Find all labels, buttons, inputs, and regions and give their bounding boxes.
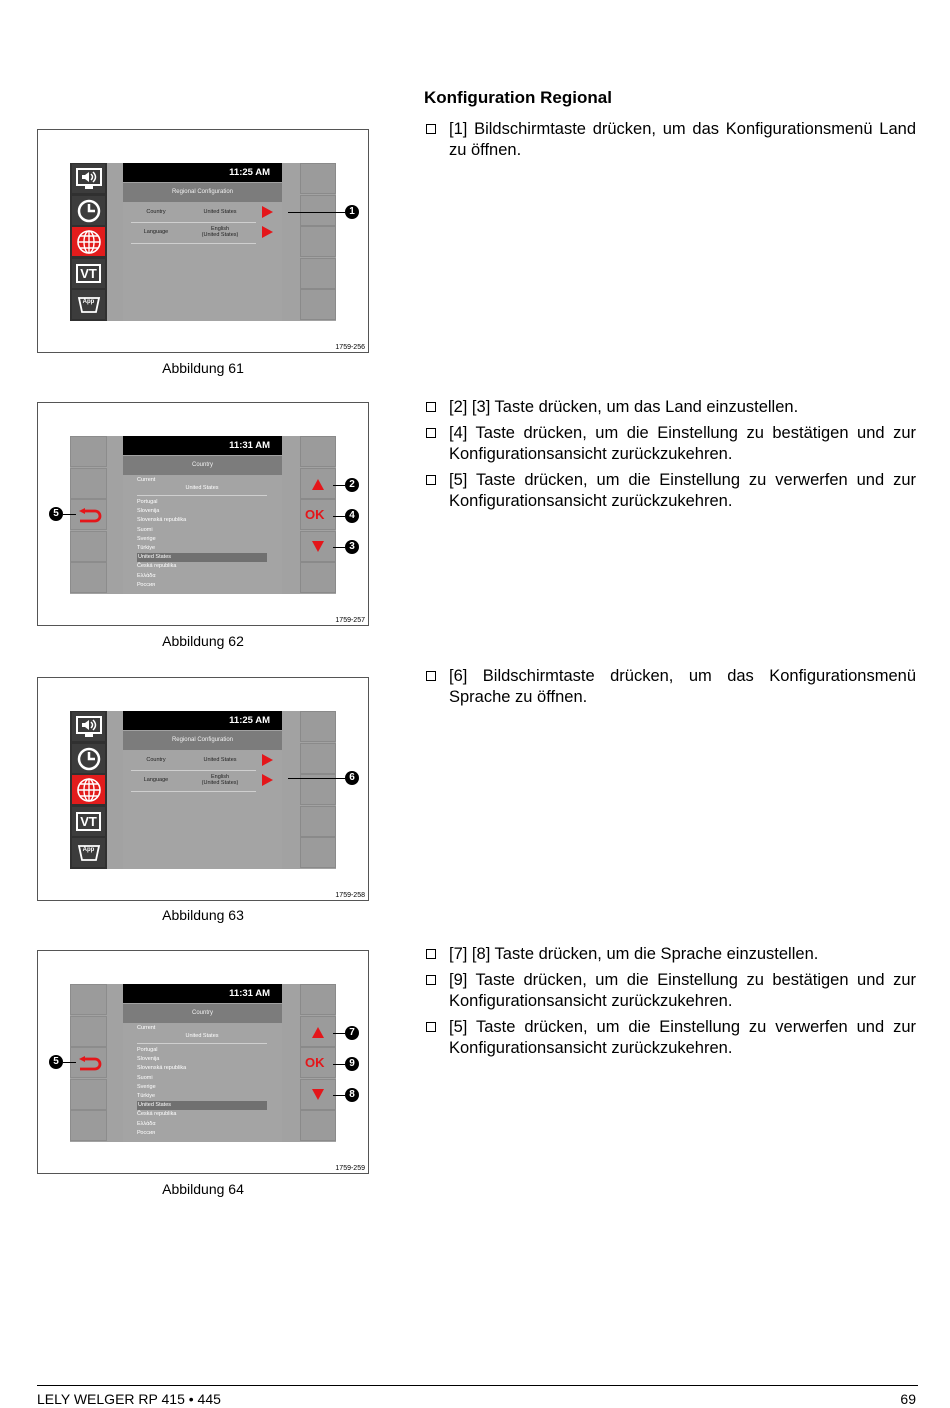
steps-block-4 — [424, 944, 916, 1064]
terminal-right-softkey[interactable] — [300, 226, 336, 257]
terminal-icon-column — [70, 711, 107, 869]
speaker-icon[interactable] — [72, 164, 105, 193]
language-select-arrow-button[interactable] — [262, 226, 273, 238]
checkbox-bullet-icon — [426, 1022, 436, 1032]
terminal-screen — [70, 711, 336, 869]
screen-title: Country — [123, 1004, 282, 1023]
back-arrow-icon[interactable] — [76, 1056, 102, 1077]
country-list-item[interactable]: Sverige — [137, 535, 156, 542]
terminal-right-softkey[interactable] — [300, 743, 336, 774]
step-text: [5] Taste drücken, um die Einstellung zu verwerfen und zur Konfigurationsansicht zurückzukehren. — [449, 1018, 916, 1057]
terminal-screen — [70, 436, 336, 594]
list-divider — [137, 1043, 267, 1044]
country-list-item[interactable]: Česká republika — [137, 563, 177, 570]
clock-icon[interactable] — [72, 196, 105, 225]
app-icon[interactable] — [72, 290, 105, 319]
screen-title: Regional Configuration — [123, 731, 282, 750]
country-list-item[interactable]: United States — [137, 1101, 267, 1110]
country-label: Country — [146, 757, 166, 763]
country-list-item[interactable]: Россия — [137, 1129, 156, 1136]
language-value-line2: (United States) — [201, 780, 239, 786]
checkbox-bullet-icon — [426, 402, 436, 412]
clock-time: 11:25 AM — [123, 163, 282, 182]
current-label: Current — [137, 1025, 156, 1031]
callout-leader-line — [333, 485, 345, 486]
list-divider — [137, 495, 267, 496]
terminal-left-softkey[interactable] — [70, 531, 107, 562]
callout-7: 7 — [345, 1026, 359, 1040]
figure-1 — [37, 129, 369, 353]
callout-leader-line — [333, 1095, 345, 1096]
language-value-line2: (United States) — [201, 232, 239, 238]
callout-1: 1 — [345, 205, 359, 219]
clock-time: 11:31 AM — [123, 436, 282, 455]
step-text: [5] Taste drücken, um die Einstellung zu verwerfen und zur Konfigurationsansicht zurückzukehren. — [449, 471, 916, 510]
language-label: Language — [143, 777, 169, 783]
terminal-left-softkey[interactable] — [70, 1016, 107, 1047]
country-list-item[interactable]: Slovenská republika — [137, 517, 187, 524]
callout-8: 8 — [345, 1088, 359, 1102]
step-text: [7] [8] Taste drücken, um die Sprache einzustellen. — [449, 945, 819, 963]
terminal-left-softkey[interactable] — [70, 1110, 107, 1141]
row-divider — [131, 791, 256, 792]
step-text: [4] Taste drücken, um die Einstellung zu bestätigen und zur Konfigurationsansicht zurückzukehren. — [449, 424, 916, 463]
row-divider — [131, 222, 256, 223]
country-list-item[interactable]: Ελλάδα — [137, 1120, 156, 1127]
terminal-left-softkey[interactable] — [70, 984, 107, 1015]
callout-leader-line — [333, 516, 345, 517]
figure-3 — [37, 677, 369, 901]
callout-leader-line — [288, 778, 345, 779]
step-text: [6] Bildschirmtaste drücken, um das Konfigurationsmenü Sprache zu öffnen. — [449, 667, 916, 706]
callout-leader-line — [333, 1033, 345, 1034]
callout-leader-line — [63, 514, 76, 515]
section-title: Konfiguration Regional — [424, 88, 612, 107]
country-list-item[interactable]: Slovenija — [137, 1056, 160, 1063]
language-value-line1: English — [210, 226, 230, 232]
row-divider — [131, 770, 256, 771]
ok-button[interactable]: OK — [305, 1055, 325, 1070]
speaker-icon[interactable] — [72, 712, 105, 741]
terminal-right-softkey[interactable] — [300, 1110, 336, 1141]
screen-content — [123, 1023, 282, 1142]
country-list-item[interactable]: Česká republika — [137, 1111, 177, 1118]
callout-leader-line — [333, 547, 345, 548]
terminal-right-softkey[interactable] — [300, 289, 336, 320]
callout-6: 6 — [345, 771, 359, 785]
globe-icon[interactable] — [72, 775, 105, 804]
footer-rule — [37, 1385, 918, 1386]
terminal-right-softkey[interactable] — [300, 258, 336, 289]
figure-code: 1759-259 — [335, 1165, 365, 1172]
step-item — [424, 666, 916, 708]
country-list-item[interactable]: Portugal — [137, 499, 158, 505]
callout-3: 3 — [345, 540, 359, 554]
app-icon[interactable] — [72, 838, 105, 867]
terminal-icon-column — [70, 163, 107, 321]
back-arrow-icon[interactable] — [76, 508, 102, 529]
checkbox-bullet-icon — [426, 975, 436, 985]
country-list-item[interactable]: United States — [137, 553, 267, 562]
terminal-left-softkey[interactable] — [70, 1079, 107, 1110]
screen-title: Regional Configuration — [123, 183, 282, 202]
country-list-item[interactable]: Türkiye — [137, 545, 156, 551]
current-value: United States — [185, 1033, 219, 1039]
page-number: 69 — [900, 1391, 916, 1407]
globe-icon[interactable] — [72, 227, 105, 256]
country-value: United States — [203, 757, 237, 763]
callout-leader-line — [333, 1064, 345, 1065]
app-icon-label: App — [82, 299, 95, 305]
step-text: [2] [3] Taste drücken, um das Land einzustellen. — [449, 398, 799, 416]
step-item — [424, 397, 916, 418]
figure-caption: Abbildung 62 — [162, 633, 244, 649]
scroll-up-button[interactable] — [312, 479, 324, 490]
terminal-left-softkey[interactable] — [70, 562, 107, 593]
callout-9: 9 — [345, 1057, 359, 1071]
screen-title: Country — [123, 456, 282, 475]
footer-product: LELY WELGER RP 415 • 445 — [37, 1391, 221, 1407]
terminal-right-softkey[interactable] — [300, 436, 336, 467]
callout-2: 2 — [345, 478, 359, 492]
country-value: United States — [203, 209, 237, 215]
country-list-item[interactable]: Slovenija — [137, 508, 160, 515]
current-value: United States — [185, 485, 219, 491]
country-label: Country — [146, 209, 166, 215]
step-item — [424, 470, 916, 512]
terminal-left-softkey[interactable] — [70, 436, 107, 467]
clock-time: 11:25 AM — [123, 711, 282, 730]
country-list-item[interactable]: Suomi — [137, 1074, 153, 1081]
step-item — [424, 119, 916, 161]
checkbox-bullet-icon — [426, 949, 436, 959]
callout-5: 5 — [49, 507, 63, 521]
screen-content — [123, 750, 282, 869]
ok-button[interactable]: OK — [305, 507, 325, 522]
scroll-down-button[interactable] — [312, 1089, 324, 1100]
row-divider — [131, 243, 256, 244]
figure-caption: Abbildung 61 — [162, 360, 244, 376]
app-icon-label: App — [82, 847, 95, 853]
step-item — [424, 423, 916, 465]
country-list-item[interactable]: Türkiye — [137, 1093, 156, 1099]
checkbox-bullet-icon — [426, 671, 436, 681]
terminal-right-softkey[interactable] — [300, 195, 336, 226]
terminal-right-softkey[interactable] — [300, 837, 336, 868]
language-value-line1: English — [210, 774, 230, 780]
country-list-item[interactable]: Portugal — [137, 1047, 158, 1053]
terminal-screen — [70, 163, 336, 321]
step-text: [1] Bildschirmtaste drücken, um das Konfigurationsmenü Land zu öffnen. — [449, 120, 916, 159]
clock-time: 11:31 AM — [123, 984, 282, 1003]
step-item — [424, 970, 916, 1012]
country-list-item[interactable]: Sverige — [137, 1083, 156, 1090]
scroll-up-button[interactable] — [312, 1027, 324, 1038]
scroll-down-button[interactable] — [312, 541, 324, 552]
terminal-right-softkey[interactable] — [300, 711, 336, 742]
country-select-arrow-button[interactable] — [262, 206, 273, 218]
step-text: [9] Taste drücken, um die Einstellung zu bestätigen und zur Konfigurationsansicht zurückzukehren. — [449, 971, 916, 1010]
clock-icon[interactable] — [72, 744, 105, 773]
callout-leader-line — [288, 212, 345, 213]
country-list-item[interactable]: Slovenská republika — [137, 1065, 187, 1072]
terminal-right-softkey[interactable] — [300, 984, 336, 1015]
callout-4: 4 — [345, 509, 359, 523]
vt-icon[interactable] — [72, 259, 105, 288]
checkbox-bullet-icon — [426, 124, 436, 134]
steps-block-2 — [424, 397, 916, 517]
screen-content — [123, 475, 282, 594]
checkbox-bullet-icon — [426, 475, 436, 485]
steps-block-3 — [424, 666, 916, 713]
country-list-item[interactable]: Suomi — [137, 526, 153, 533]
current-label: Current — [137, 477, 156, 483]
vt-icon[interactable] — [72, 807, 105, 836]
figure-caption: Abbildung 64 — [162, 1181, 244, 1197]
terminal-right-softkey[interactable] — [300, 562, 336, 593]
terminal-screen — [70, 984, 336, 1142]
terminal-left-softkey[interactable] — [70, 468, 107, 499]
callout-5: 5 — [49, 1055, 63, 1069]
screen-content — [123, 202, 282, 321]
figure-caption: Abbildung 63 — [162, 907, 244, 923]
figure-code: 1759-257 — [335, 617, 365, 624]
callout-leader-line — [63, 1062, 76, 1063]
country-list-item[interactable]: Россия — [137, 581, 156, 588]
figure-2 — [37, 402, 369, 626]
figure-code: 1759-256 — [335, 344, 365, 351]
language-label: Language — [143, 229, 169, 235]
terminal-right-softkey[interactable] — [300, 806, 336, 837]
vt-icon-label: VT — [76, 264, 101, 283]
checkbox-bullet-icon — [426, 428, 436, 438]
figure-code: 1759-258 — [335, 892, 365, 899]
figure-4 — [37, 950, 369, 1174]
language-select-arrow-button[interactable] — [262, 774, 273, 786]
country-select-arrow-button[interactable] — [262, 754, 273, 766]
steps-block-1 — [424, 119, 916, 166]
terminal-right-softkey[interactable] — [300, 163, 336, 194]
step-item — [424, 1017, 916, 1059]
step-item — [424, 944, 916, 965]
country-list-item[interactable]: Ελλάδα — [137, 572, 156, 579]
vt-icon-label: VT — [76, 812, 101, 831]
